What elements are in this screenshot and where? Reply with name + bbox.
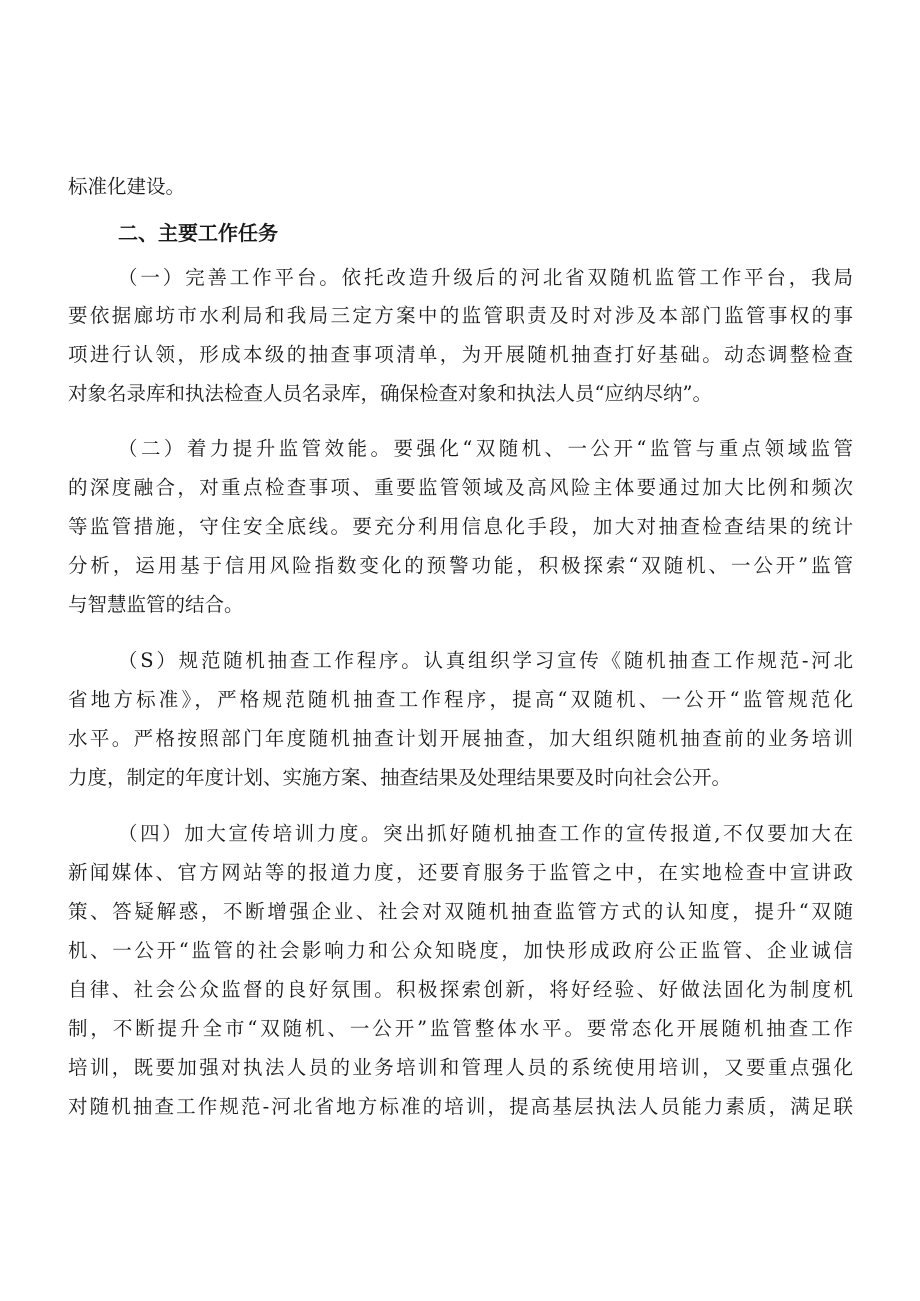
paragraph-line: （一）完善工作平台。依托改造升级后的河北省双随机监管工作平台，我局 — [118, 266, 853, 289]
paragraph-line: 制，不断提升全市“双随机、一公开”监管整体水平。要常态化开展随机抽查工作 — [68, 1017, 853, 1040]
paragraph-line: 自律、社会公众监督的良好氛围。积极探索创新，将好经验、好做法固化为制度机 — [68, 978, 853, 1001]
paragraph-line: 机、一公开“监管的社会影响力和公众知晓度，加快形成政府公正监管、企业诚信 — [68, 939, 853, 962]
paragraph-line: 与智慧监管的结合。 — [68, 593, 244, 616]
paragraph-line: 要依据廊坊市水利局和我局三定方案中的监管职责及时对涉及本部门监管事权的事 — [68, 304, 853, 327]
paragraph-line: 策、答疑解惑，不断增强企业、社会对双随机抽查监管方式的认知度，提升“双随 — [68, 900, 853, 923]
paragraph-line: 省地方标准》，严格规范随机抽查工作程序，提高“双随机、一公开“监管规范化 — [68, 688, 853, 711]
paragraph-line: （四）加大宣传培训力度。突出抓好随机抽查工作的宣传报道,不仅要加大在 — [118, 822, 853, 845]
paragraph-line: 等监管措施，守住安全底线。要充分利用信息化手段，加大对抽查检查结果的统计 — [68, 515, 853, 538]
paragraph-line: 力度，制定的年度计划、实施方案、抽查结果及处理结果要及时向社会公开。 — [68, 766, 732, 789]
section-heading: 二、主要工作任务 — [118, 221, 278, 245]
paragraph-line: 培训，既要加强对执法人员的业务培训和管理人员的系统使用培训，又要重点强化 — [68, 1056, 853, 1079]
paragraph-line: 对随机抽查工作规范-河北省地方标准的培训，提高基层执法人员能力素质，满足联 — [68, 1095, 853, 1118]
paragraph-line: 标准化建设。 — [68, 175, 186, 198]
paragraph-line: 分析，运用基于信用风险指数变化的预警功能，积极探索“双随机、一公开”监管 — [68, 554, 853, 577]
paragraph-line: 水平。严格按照部门年度随机抽查计划开展抽查，加大组织随机抽查前的业务培训 — [68, 727, 853, 750]
paragraph-line: 的深度融合，对重点检查事项、重要监管领域及高风险主体要通过加大比例和频次 — [68, 476, 853, 499]
paragraph-line: （S）规范随机抽查工作程序。认真组织学习宣传《随机抽查工作规范-河北 — [118, 649, 853, 672]
paragraph-line: 对象名录库和执法检查人员名录库，确保检查对象和执法人员“应纳尽纳”。 — [68, 382, 712, 405]
paragraph-line: 项进行认领，形成本级的抽查事项清单，为开展随机抽查打好基础。动态调整检查 — [68, 343, 853, 366]
paragraph-line: （二）着力提升监管效能。要强化“双随机、一公开“监管与重点领域监管 — [118, 437, 853, 460]
paragraph-line: 新闻媒体、官方网站等的报道力度，还要育服务于监管之中，在实地检查中宣讲政 — [68, 861, 853, 884]
